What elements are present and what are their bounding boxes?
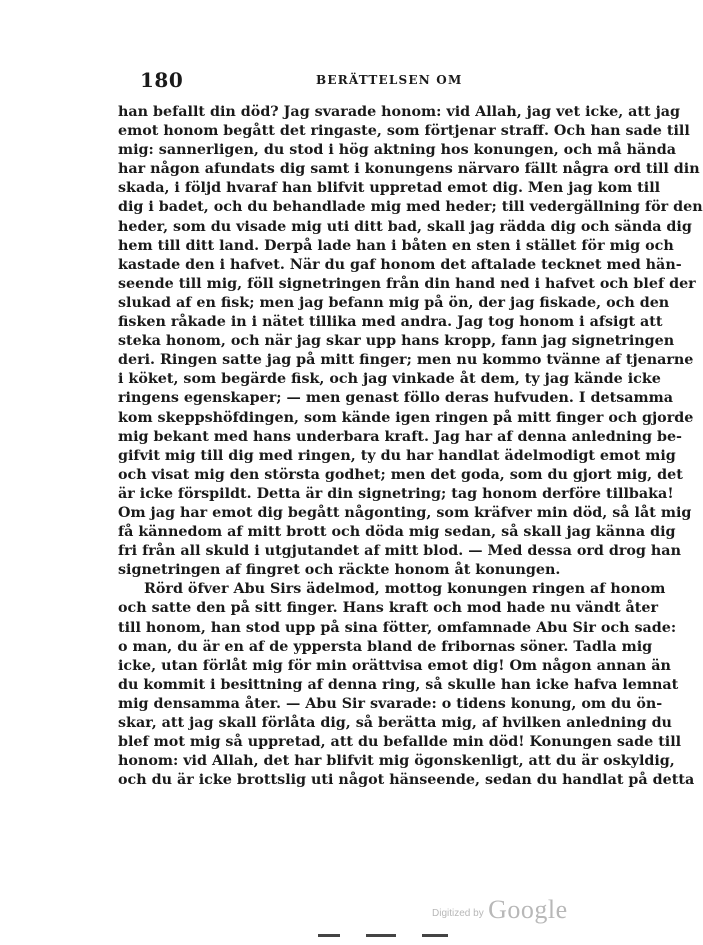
text-line: fri från all skuld i utgjutandet af mitt blod. — Med dessa ord drog han [118,543,681,560]
text-line: icke, utan förlåt mig för min orättvisa emot dig! Om någon annan än [118,657,671,674]
text-line: mig densamma åter. — Abu Sir svarade: o tidens konung, om du ön- [118,695,663,712]
scan-edge-marks [318,934,458,940]
scan-mark [366,934,396,937]
text-line: gifvit mig till dig med ringen, ty du har handlat ädelmodigt emot mig [118,447,676,464]
text-line: han befallt din död? Jag svarade honom: vid Allah, jag vet icke, att jag [118,104,681,120]
text-line: mig: sannerligen, du stod i hög aktning hos konungen, och må hända [118,142,676,159]
text-line: heder, som du visade mig uti ditt bad, skall jag rädda dig och sända dig [118,218,692,235]
text-line: skada, i följd hvaraf han blifvit uppretad emot dig. Men jag kom till [118,180,661,197]
text-line: har någon afundats dig samt i konungens närvaro fällt några ord till din [118,161,700,178]
scan-mark [318,934,340,937]
text-line: steka honom, och när jag skar upp hans kropp, fann jag signetringen [118,333,675,350]
digitized-by-watermark [432,895,568,925]
text-line: Om jag har emot dig begått någonting, som kräfver min död, så låt mig [118,504,692,521]
body-text [118,103,703,790]
text-line: och satte den på sitt finger. Hans kraft och mod hade nu vändt åter [118,600,659,617]
text-line: i köket, som begärde fisk, och jag vinkade åt dem, ty jag kände icke [118,371,661,388]
text-line: blef mot mig så uppretad, att du befallde min död! Konungen sade till [118,734,682,751]
text-line: mig bekant med hans underbara kraft. Jag har af denna anledning be- [118,428,682,445]
text-line: du kommit i besittning af denna ring, så skulle han icke hafva lemnat [118,676,679,693]
text-line: skar, att jag skall förlåta dig, så berätta mig, af hvilken anledning du [118,715,672,731]
text-line: kom skeppshöfdingen, som kände igen ringen på mitt finger och gjorde [118,409,694,426]
text-line: slukad af en fisk; men jag befann mig på ön, der jag fiskade, och den [118,294,670,311]
text-line: och du är icke brottslig uti något hänseende, sedan du handlat på detta [118,772,695,789]
scan-mark [422,934,448,937]
page-number: 180 [140,68,184,92]
text-line: hem till ditt land. Derpå lade han i båten en sten i stället för mig och [118,237,674,254]
text-line: kastade den i hafvet. När du gaf honom det aftalade tecknet med hän- [118,256,682,273]
text-line: Rörd öfver Abu Sirs ädelmod, mottog konungen ringen af honom [144,581,666,598]
text-line: få kännedom af mitt brott och döda mig sedan, så skall jag känna dig [118,524,676,541]
text-line: fisken råkade in i nätet tillika med andra. Jag tog honom i afsigt att [118,314,663,331]
text-line: till honom, han stod upp på sina fötter, omfamnade Abu Sir och sade: [118,619,677,636]
google-logo: Google [488,895,568,924]
text-line: ringens egenskaper; — men genast föllo deras hufvuden. I detsamma [118,390,674,407]
text-line: är icke förspildt. Detta är din signetring; tag honom derföre tillbaka! [118,485,674,502]
text-line: emot honom begått det ringaste, som förtjenar straff. Och han sade till [118,123,690,140]
text-line: honom: vid Allah, det har blifvit mig ögonskenligt, att du är oskyldig, [118,753,675,770]
text-line: och visat mig den största godhet; men det goda, som du gjort mig, det [118,466,683,483]
text-line: signetringen af fingret och räckte honom åt konungen. [118,562,561,579]
text-line: deri. Ringen satte jag på mitt finger; men nu kommo tvänne af tjenarne [118,352,694,369]
text-line: dig i badet, och du behandlade mig med heder; till vedergällning för den [118,199,703,216]
text-line: o man, du är en af de yppersta bland de fribornas söner. Tadla mig [118,638,653,655]
running-head: BERÄTTELSEN OM [316,73,463,87]
text-line: seende till mig, föll signetringen från din hand ned i hafvet och blef der [118,275,696,292]
digitized-prefix: Digitized by [432,908,484,919]
